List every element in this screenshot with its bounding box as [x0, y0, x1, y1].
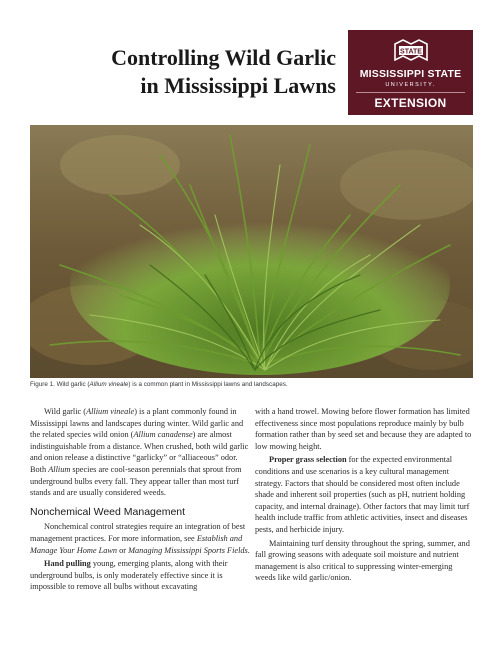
- wild-garlic-illustration: [30, 125, 473, 378]
- title-line-1: Controlling Wild Garlic: [111, 45, 336, 70]
- nonchemical-paragraph: Nonchemical control strategies require an integration of best management practices. For more information, see Establish and Manage Your Home Lawn or Managing Mississippi Sports Fields.: [30, 522, 250, 555]
- left-column: [30, 406, 250, 593]
- logo-extension: EXTENSION: [374, 96, 447, 110]
- caption-species: Allium vineale: [89, 381, 129, 388]
- right-column: [255, 406, 475, 584]
- title-line-2: in Mississippi Lawns: [140, 73, 336, 98]
- mowing-paragraph: with a hand trowel. Mowing before flower formation has limited effectiveness since most populations reproduce mainly by bulb formation rather than by seed set and because they are adapted to low mowing height.: [255, 407, 472, 451]
- wild-garlic-photo: [30, 125, 473, 378]
- msu-extension-logo: [348, 30, 473, 115]
- seal-label: STATE: [400, 48, 422, 56]
- figure-caption: [30, 381, 473, 388]
- caption-suffix: ) is a common plant in Mississippi lawns and landscapes.: [128, 381, 288, 388]
- link-sports-fields: Managing Mississippi Sports Fields: [128, 545, 248, 555]
- grass-selection-paragraph: Proper grass selection for the expected environmental conditions and use scenarios is a key cultural management strategy. Factors that should be considered most often include shade and inherent soil properties (such as pH, nutrient holding capacity, and internal drainage). Other factors that may limit turf health include traffic from athletic activities, insect and diseases pests, and herbicide injury.: [255, 455, 470, 534]
- msu-seal-icon: [393, 36, 429, 66]
- hand-pulling-paragraph: Hand pulling young, emerging plants, along with their underground bulbs, is only moderately effective since it is impossible to remove all bulbs without excavating: [30, 559, 228, 592]
- link-home-lawn: Establish and Manage Your Home Lawn: [30, 533, 243, 555]
- turf-density-paragraph: Maintaining turf density throughout the spring, summer, and fall growing seasons with adequate soil moisture and nutrient management is also critical to suppressing winter-emerging weeds like wild garlic/onion.: [255, 538, 470, 583]
- document-title: [40, 44, 336, 100]
- logo-university-sub: UNIVERSITY.: [385, 82, 436, 88]
- logo-divider: [356, 92, 465, 93]
- section-heading: Nonchemical Weed Management: [30, 505, 186, 518]
- caption-prefix: Figure 1. Wild garlic (: [30, 381, 90, 388]
- intro-paragraph: Wild garlic (Allium vineale) is a plant commonly found in Mississippi lawns and landscapes during winter. Wild garlic and the related species wild onion (Allium canadense) are almost indistinguishable from a distance. When crushed, both wild garlic and onion release a distinctive “garlicky” or “alliaceous” odor. Both Allium species are cool-season perennials that sprout from underground bulbs every fall. They appear taller than most turf stands and are usually considered weeds.: [30, 407, 249, 498]
- logo-university-name: MISSISSIPPI STATE: [359, 68, 462, 80]
